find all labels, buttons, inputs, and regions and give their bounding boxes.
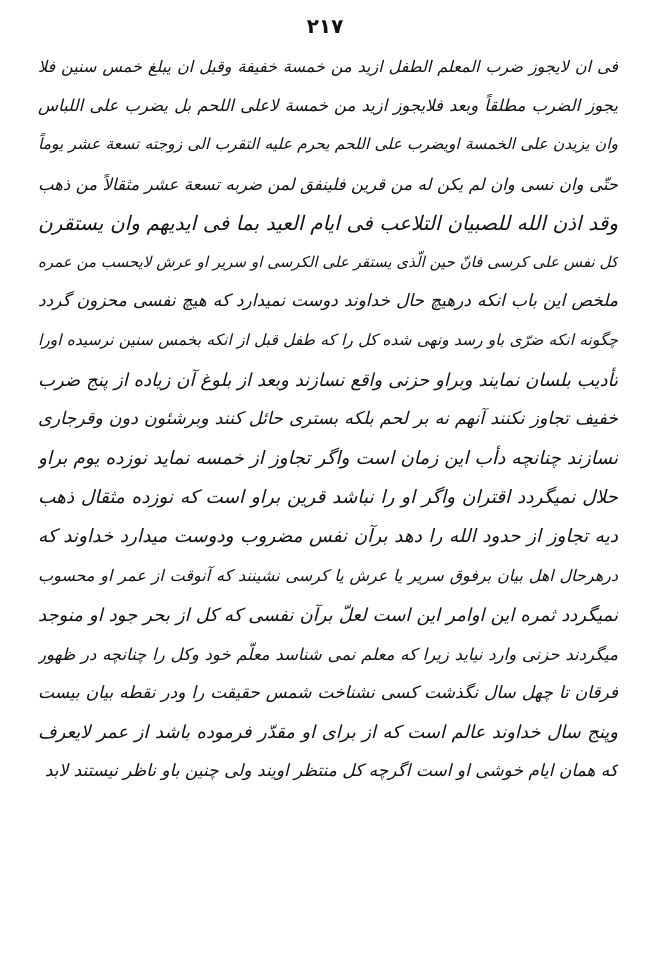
text-line-12: حلال نمیگردد اقتران واگر او را نباشد قرین براو است که نوزده مثقال ذهب <box>38 487 618 509</box>
page-number: ۲۱۷ <box>306 14 344 38</box>
text-line-2: یجوز الضرب مطلقاً وبعد فلایجوز ازید من خمسة لاعلی اللحم بل یضرب علی اللباس <box>38 96 618 116</box>
text-line-8: چگونه انکه ضرّی باو رسد ونهی شده کل را که طفل قبل از انکه بخمس سنین نرسیده اورا <box>38 331 618 350</box>
text-line-4: حتّی وان نسی وان لم یکن له من قرین فلینفق لمن ضربه تسعة عشر مثقالاً من ذهب <box>38 174 618 194</box>
text-line-11: نسازند چنانچه دأب این زمان است واگر تجاوز از خمسه نماید نوزده یوم براو <box>38 447 618 469</box>
text-line-14: درهرحال اهل بیان برفوق سریر یا عرش یا کرسی نشینند که آنوقت از عمر او محسوب <box>38 566 618 586</box>
text-line-15: نمیگردد ثمره این اوامر این است لعلّ برآن نفسی که کل از بحر جود او منوجد <box>38 604 618 626</box>
text-line-10: خفیف تجاوز نکنند آنهم نه بر لحم بلکه بستری حائل کنند وبرشئون دون وقرجاری <box>38 408 618 429</box>
text-line-7: ملخص این باب انکه درهیچ حال خداوند دوست نمیدارد که هیچ نفسی محزون گردد <box>38 291 618 312</box>
text-line-19: که همان ایام خوشی او است اگرچه کل منتظر اویند ولی چنین باو ناظر نیستند لابد <box>44 761 618 782</box>
text-line-13: دیه تجاوز از حدود الله را دهد برآن نفس مضروب ودوست میدارد خداوند که <box>38 526 618 548</box>
text-line-1: فی ان لایجوز ضرب المعلم الطفل ازید من خمسة خفیفة وقبل ان یبلغ خمس سنین فلا <box>38 57 618 76</box>
text-line-6: کل نفس علی کرسی فانّ حین الّذی یستقر علی الکرسی او سریر او عرش لایحسب من عمره <box>38 252 618 271</box>
text-line-16: میگردند حزنی وارد نیاید زیرا که معلم نمی شناسد معلّم خود وکل را چنانچه در ظهور <box>38 644 618 664</box>
text-line-5: وقد اذن الله للصبیان التلاعب فی ایام العید بما فی ایدیهم وان یستقرن <box>38 210 618 235</box>
body-text <box>38 47 618 792</box>
text-line-18: وپنج سال خداوند عالم است که از برای او مقدّر فرموده باشد از عمر لایعرف <box>38 722 618 744</box>
text-line-9: تأدیب بلسان نمایند وبراو حزنی واقع نسازند وبعد از بلوغ آن زیاده از پنج ضرب <box>38 369 618 391</box>
text-line-3: وان یزیدن علی الخمسة اویضرب علی اللحم یحرم علیه التقرب الی زوجته تسعة عشر یوماً <box>38 135 618 154</box>
text-line-17: فرقان تا چهل سال نگذشت کسی نشناخت شمس حقیقت را ودر نقطه بیان بیست <box>38 683 618 703</box>
